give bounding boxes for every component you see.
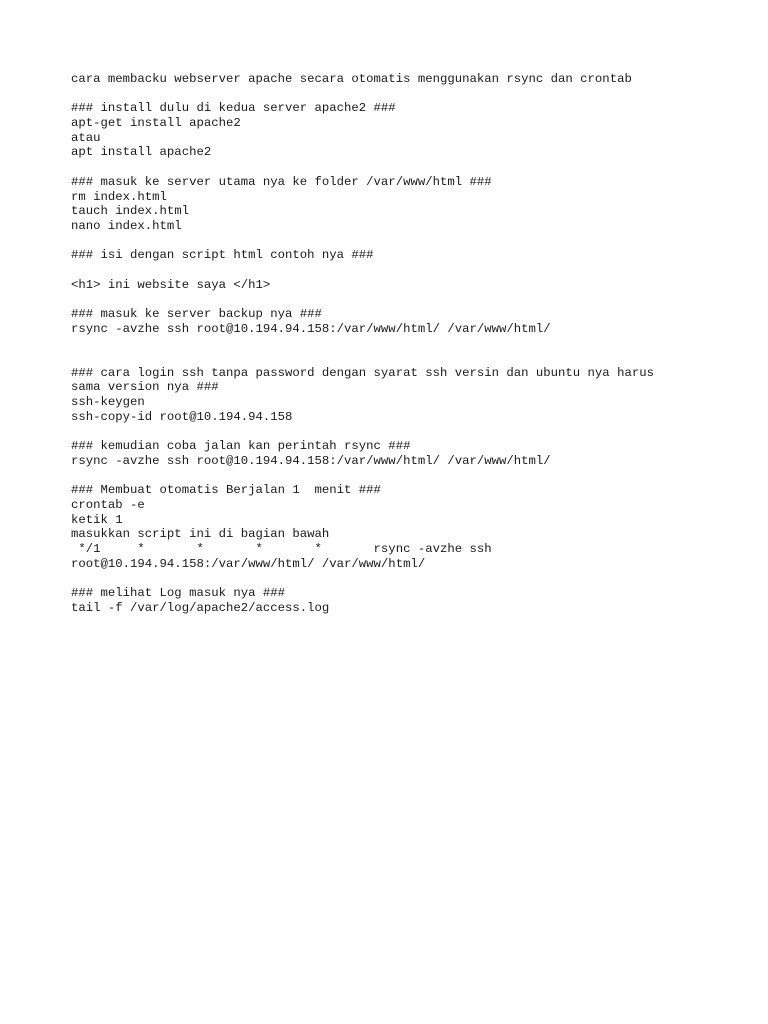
- text-line: root@10.194.94.158:/var/www/html/ /var/www/html/: [71, 556, 426, 571]
- text-line: tail -f /var/log/apache2/access.log: [71, 600, 330, 615]
- text-line: apt-get install apache2: [71, 116, 241, 131]
- blank-line: [71, 234, 751, 249]
- text-line: nano index.html: [71, 218, 182, 233]
- text-line: ### Membuat otomatis Berjalan 1 menit ###: [71, 483, 381, 498]
- text-line: ### isi dengan script html contoh nya ###: [71, 248, 374, 263]
- blank-line: [71, 263, 751, 278]
- text-line: ### melihat Log masuk nya ###: [71, 586, 286, 601]
- text-line: sama version nya ###: [71, 380, 219, 395]
- text-line: ### kemudian coba jalan kan perintah rsync ###: [71, 439, 411, 454]
- blank-line: [71, 292, 751, 307]
- text-line: ### install dulu di kedua server apache2 ###: [71, 101, 396, 116]
- blank-line: [71, 160, 751, 175]
- blank-line: [71, 351, 751, 366]
- blank-line: [71, 87, 751, 102]
- text-line: apt install apache2: [71, 145, 212, 160]
- text-line: ### masuk ke server utama nya ke folder /var/www/html ###: [71, 174, 492, 189]
- text-line: ### masuk ke server backup nya ###: [71, 307, 322, 321]
- text-line: masukkan script ini di bagian bawah: [71, 527, 330, 542]
- text-line: rsync -avzhe ssh root@10.194.94.158:/var/www/html/ /var/www/html/: [71, 453, 551, 468]
- blank-line: [71, 425, 751, 440]
- text-line: */1 * * * * rsync -avzhe ssh: [71, 542, 492, 556]
- text-line: tauch index.html: [71, 204, 190, 219]
- text-line: cara membacku webserver apache secara otomatis menggunakan rsync dan crontab: [71, 72, 632, 86]
- text-line: <h1> ini website saya </h1>: [71, 277, 271, 292]
- text-line: ### cara login ssh tanpa password dengan syarat ssh versin dan ubuntu nya harus: [71, 365, 654, 380]
- text-line: crontab -e: [71, 497, 145, 512]
- document-text-body: [71, 72, 751, 615]
- text-line: atau: [71, 130, 101, 145]
- blank-line: [71, 469, 751, 484]
- text-line: ssh-keygen: [71, 395, 145, 410]
- text-line: rsync -avzhe ssh root@10.194.94.158:/var/www/html/ /var/www/html/: [71, 321, 551, 336]
- text-line: rm index.html: [71, 189, 167, 204]
- text-line: ssh-copy-id root@10.194.94.158: [71, 409, 293, 424]
- blank-line: [71, 571, 751, 586]
- blank-line: [71, 336, 751, 351]
- text-line: ketik 1: [71, 512, 123, 527]
